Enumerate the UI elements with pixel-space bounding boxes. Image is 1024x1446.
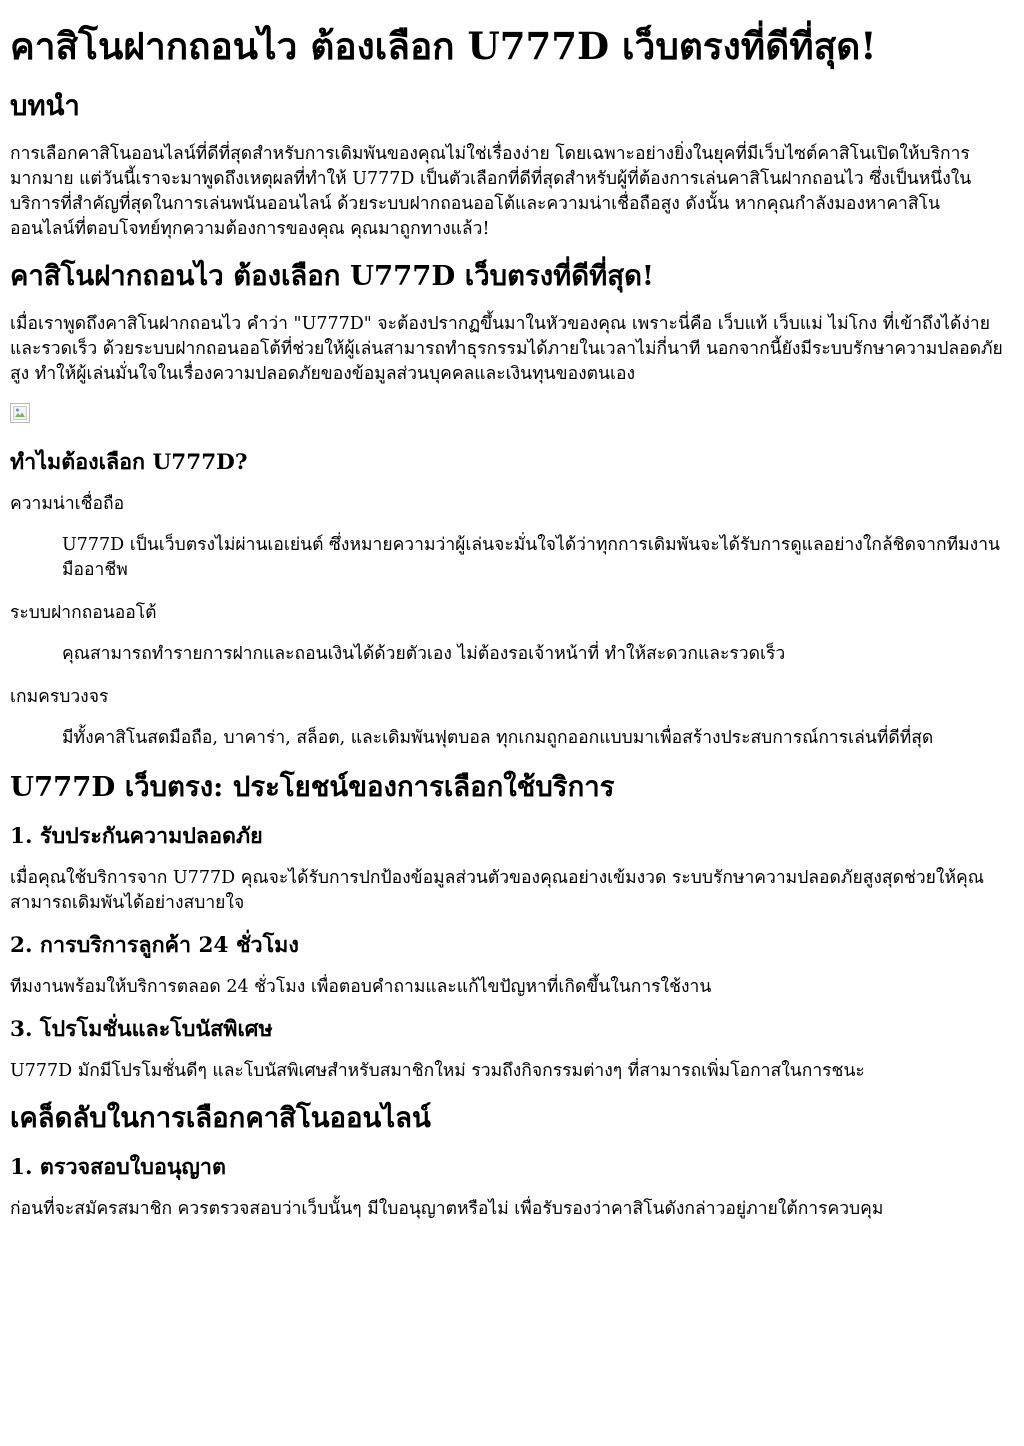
why-heading: ทำไมต้องเลือก U777D? <box>10 450 248 475</box>
benefit-paragraph: U777D มักมีโปรโมชั่นดีๆ และโบนัสพิเศษสำหรับสมาชิกใหม่ รวมถึงกิจกรรมต่างๆ ที่สามารถเพิ่มโอกาสในการชนะ <box>10 1061 865 1081</box>
why-description: มีทั้งคาสิโนสดมือถือ, บาคาร่า, สล็อต, และเดิมพันฟุตบอล ทุกเกมถูกออกแบบมาเพื่อสร้างประสบการณ์การเล่นที่ดีที่สุด <box>62 728 934 748</box>
intro-heading: บทนำ <box>10 90 80 122</box>
benefit-paragraph: เมื่อคุณใช้บริการจาก U777D คุณจะได้รับการปกป้องข้อมูลส่วนตัวของคุณอย่างเข้มงวด ระบบรักษาความปลอดภัยสูงสุดช่วยให้คุณสามารถเดิมพันได้อย่างสบายใจ <box>10 868 984 913</box>
why-description: U777D เป็นเว็บตรงไม่ผ่านเอเย่นต์ ซึ่งหมายความว่าผู้เล่นจะมั่นใจได้ว่าทุกการเดิมพันจะได้รับการดูแลอย่างใกล้ชิดจากทีมงานมืออาชีพ <box>62 535 1001 580</box>
tip-paragraph: ก่อนที่จะสมัครสมาชิก ควรตรวจสอบว่าเว็บนั้นๆ มีใบอนุญาตหรือไม่ เพื่อรับรองว่าคาสิโนดังกล่าวอยู่ภายใต้การควบคุม <box>10 1199 884 1219</box>
broken-image-icon <box>10 403 30 423</box>
why-term: เกมครบวงจร <box>10 687 109 707</box>
main-section-heading: คาสิโนฝากถอนไว ต้องเลือก U777D เว็บตรงที่ดีที่สุด! <box>10 260 654 292</box>
why-term: ความน่าเชื่อถือ <box>10 494 125 514</box>
tip-heading: 1. ตรวจสอบใบอนุญาต <box>10 1155 226 1180</box>
benefit-heading: 1. รับประกันความปลอดภัย <box>10 824 263 849</box>
benefit-paragraph: ทีมงานพร้อมให้บริการตลอด 24 ชั่วโมง เพื่อตอบคำถามและแก้ไขปัญหาที่เกิดขึ้นในการใช้งาน <box>10 977 712 997</box>
page-title: คาสิโนฝากถอนไว ต้องเลือก U777D เว็บตรงที่ดีที่สุด! <box>10 24 877 68</box>
article-image <box>10 403 1004 425</box>
why-description: คุณสามารถทำรายการฝากและถอนเงินได้ด้วยตัวเอง ไม่ต้องรอเจ้าหน้าที่ ทำให้สะดวกและรวดเร็ว <box>62 644 786 664</box>
benefit-heading: 2. การบริการลูกค้า 24 ชั่วโมง <box>10 933 299 958</box>
tips-heading: เคล็ดลับในการเลือกคาสิโนออนไลน์ <box>10 1102 431 1134</box>
benefits-heading: U777D เว็บตรง: ประโยชน์ของการเลือกใช้บริการ <box>10 771 615 803</box>
main-section-paragraph: เมื่อเราพูดถึงคาสิโนฝากถอนไว คำว่า "U777D" จะต้องปรากฏขึ้นมาในหัวของคุณ เพราะนี่คือ เว็บแท้ เว็บแม่ ไม่โกง ที่เข้าถึงได้ง่ายและรวดเร็ว ด้วยระบบฝากถอนออโต้ที่ช่วยให้ผู้เล่นสามารถทำธุรกรรมได้ภายในเวลาไม่กี่นาที นอกจากนี้ยังมีระบบรักษาความปลอดภัยสูง ทำให้ผู้เล่นมั่นใจในเรื่องความปลอดภัยของข้อมูลส่วนบุคคลและเงินทุนของตนเอง <box>10 314 1003 384</box>
why-term: ระบบฝากถอนออโต้ <box>10 603 157 623</box>
why-list <box>10 492 1004 751</box>
intro-paragraph: การเลือกคาสิโนออนไลน์ที่ดีที่สุดสำหรับการเดิมพันของคุณไม่ใช่เรื่องง่าย โดยเฉพาะอย่างยิ่งในยุคที่มีเว็บไซต์คาสิโนเปิดให้บริการมากมาย แต่วันนี้เราจะมาพูดถึงเหตุผลที่ทำให้ U777D เป็นตัวเลือกที่ดีที่สุดสำหรับผู้ที่ต้องการเล่นคาสิโนฝากถอนไว ซึ่งเป็นหนึ่งในบริการที่สำคัญที่สุดในการเล่นพนันออนไลน์ ด้วยระบบฝากถอนออโต้และความน่าเชื่อถือสูง ดังนั้น หากคุณกำลังมองหาคาสิโนออนไลน์ที่ตอบโจทย์ทุกความต้องการของคุณ คุณมาถูกทางแล้ว! <box>10 144 972 239</box>
benefit-heading: 3. โปรโมชั่นและโบนัสพิเศษ <box>10 1017 273 1042</box>
